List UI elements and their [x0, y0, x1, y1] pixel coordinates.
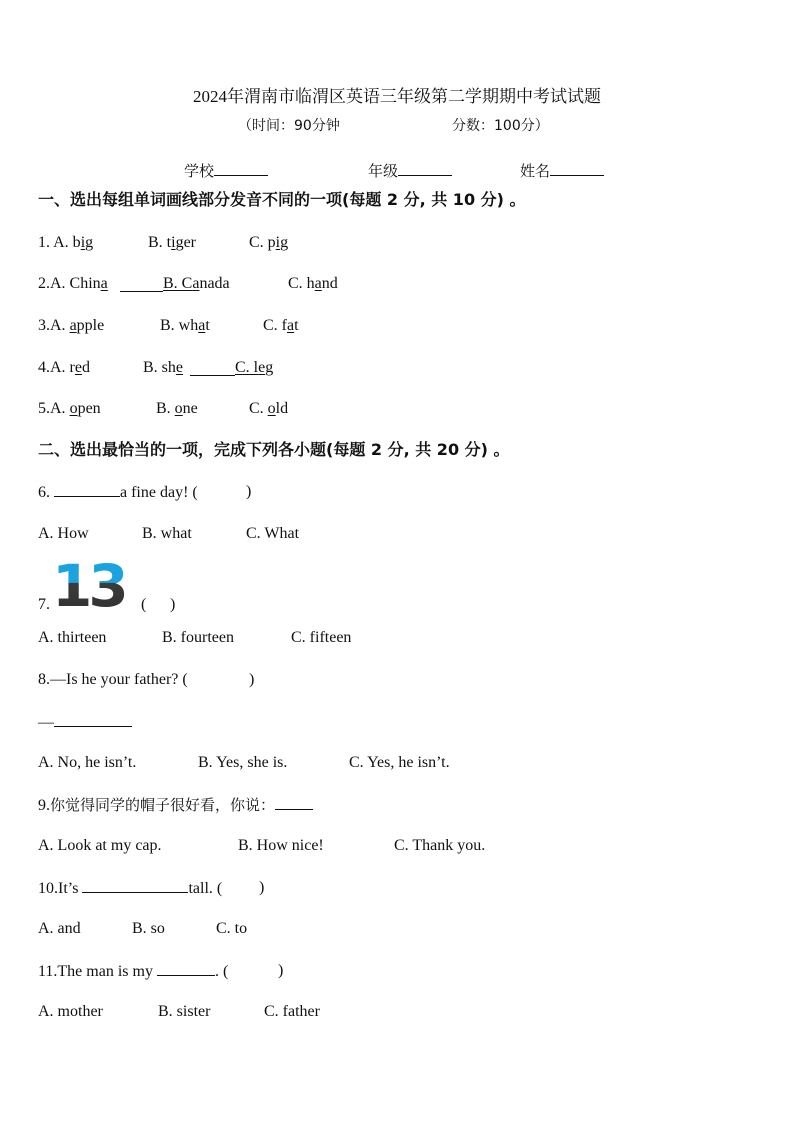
close-paren: ) — [170, 596, 176, 613]
close-paren: ) — [246, 483, 252, 500]
number-13-image — [52, 556, 136, 608]
separator-line — [190, 375, 235, 376]
question-5 — [38, 401, 101, 417]
question-number: 1. — [38, 234, 50, 251]
option-a[interactable]: A. mother — [38, 1003, 103, 1020]
question-3 — [38, 318, 104, 334]
option-a[interactable]: A. big — [53, 234, 94, 251]
option-c[interactable]: C. hand — [288, 275, 338, 292]
option-b[interactable]: B. one — [156, 400, 198, 417]
option-b[interactable]: B. sister — [158, 1003, 211, 1020]
option-b[interactable]: B. How nice! — [238, 837, 324, 854]
close-paren: ) — [259, 879, 265, 896]
question-text: —Is he your father? ( — [50, 671, 188, 688]
option-b[interactable]: B. Yes, she is. — [198, 754, 288, 771]
answer-blank[interactable] — [157, 963, 215, 976]
option-a[interactable]: A. open — [50, 400, 101, 417]
question-number: 8. — [38, 671, 50, 688]
question-number: 6. — [38, 484, 50, 501]
question-number: 11. — [38, 963, 58, 980]
question-text: a fine day! ( — [120, 484, 198, 501]
answer-line — [38, 714, 132, 731]
option-b[interactable]: B. what — [142, 525, 192, 542]
option-c[interactable]: C. fat — [263, 317, 299, 334]
open-paren: ( — [141, 596, 147, 613]
question-number: 3. — [38, 317, 50, 334]
option-a[interactable]: A. red — [50, 359, 90, 376]
question-text-end: . ( — [214, 963, 229, 980]
option-b[interactable]: B. fourteen — [162, 629, 234, 646]
option-b[interactable]: B. what — [160, 317, 210, 334]
option-b[interactable]: B. Canada — [163, 275, 230, 292]
page-title: 2024年渭南市临渭区英语三年级第二学期期中考试试题 — [193, 87, 601, 106]
option-a[interactable]: A. and — [38, 920, 81, 937]
grade-blank[interactable] — [398, 161, 452, 176]
option-a[interactable]: A. China — [50, 275, 108, 292]
question-6 — [38, 484, 198, 501]
option-a[interactable]: A. apple — [50, 317, 105, 334]
close-paren: ) — [249, 671, 255, 688]
answer-blank[interactable] — [54, 484, 120, 497]
question-8 — [38, 672, 188, 688]
question-number: 4. — [38, 359, 50, 376]
question-text: The man is my — [57, 963, 153, 980]
exam-score: 分数：100分） — [452, 118, 549, 134]
name-field — [520, 161, 604, 179]
question-4 — [38, 360, 90, 376]
question-text: It’s — [58, 880, 79, 897]
question-2 — [38, 276, 108, 292]
question-11 — [38, 963, 228, 980]
section1-heading: 一、选出每组单词画线部分发音不同的一项(每题 2 分, 共 10 分) 。 — [38, 190, 526, 209]
school-blank[interactable] — [214, 161, 268, 176]
separator-line — [120, 291, 163, 292]
question-10 — [38, 880, 222, 897]
question-9 — [38, 797, 313, 814]
svg-text:13: 13 — [52, 556, 125, 608]
question-1 — [38, 235, 93, 251]
option-c[interactable]: C. Thank you. — [394, 837, 486, 854]
question-text: 你觉得同学的帽子很好看，你说： — [50, 796, 276, 814]
question-number: 10. — [38, 880, 58, 897]
option-c[interactable]: C. old — [249, 400, 289, 417]
question-number: 2. — [38, 275, 50, 292]
option-b[interactable]: B. she — [143, 359, 184, 376]
option-c[interactable]: C. father — [264, 1003, 320, 1020]
school-label: 学校 — [184, 162, 215, 180]
answer-blank[interactable] — [82, 880, 188, 893]
answer-dash: — — [38, 714, 54, 731]
question-number: 9. — [38, 797, 50, 814]
exam-time: （时间：90分钟 — [238, 118, 340, 134]
option-c[interactable]: C. fifteen — [291, 629, 352, 646]
answer-blank[interactable] — [54, 714, 132, 727]
name-label: 姓名 — [520, 162, 551, 180]
option-c[interactable]: C. What — [246, 525, 300, 542]
option-a[interactable]: A. How — [38, 525, 89, 542]
question-text-end: tall. ( — [188, 880, 223, 897]
option-c[interactable]: C. leg — [235, 359, 274, 376]
grade-label: 年级 — [368, 162, 399, 180]
option-b[interactable]: B. so — [132, 920, 165, 937]
close-paren: ) — [278, 962, 284, 979]
question-number: 7. — [38, 596, 50, 613]
option-a[interactable]: A. Look at my cap. — [38, 837, 162, 854]
option-a[interactable]: A. No, he isn’t. — [38, 754, 137, 771]
option-a[interactable]: A. thirteen — [38, 629, 107, 646]
school-field — [184, 161, 268, 179]
grade-field — [368, 161, 452, 179]
answer-blank[interactable] — [275, 797, 313, 810]
name-blank[interactable] — [550, 161, 604, 176]
question-number: 5. — [38, 400, 50, 417]
option-b[interactable]: B. tiger — [148, 234, 197, 251]
section2-heading: 二、选出最恰当的一项，完成下列各小题(每题 2 分, 共 20 分) 。 — [38, 440, 510, 459]
option-c[interactable]: C. pig — [249, 234, 289, 251]
option-c[interactable]: C. to — [216, 920, 248, 937]
option-c[interactable]: C. Yes, he isn’t. — [349, 754, 450, 771]
